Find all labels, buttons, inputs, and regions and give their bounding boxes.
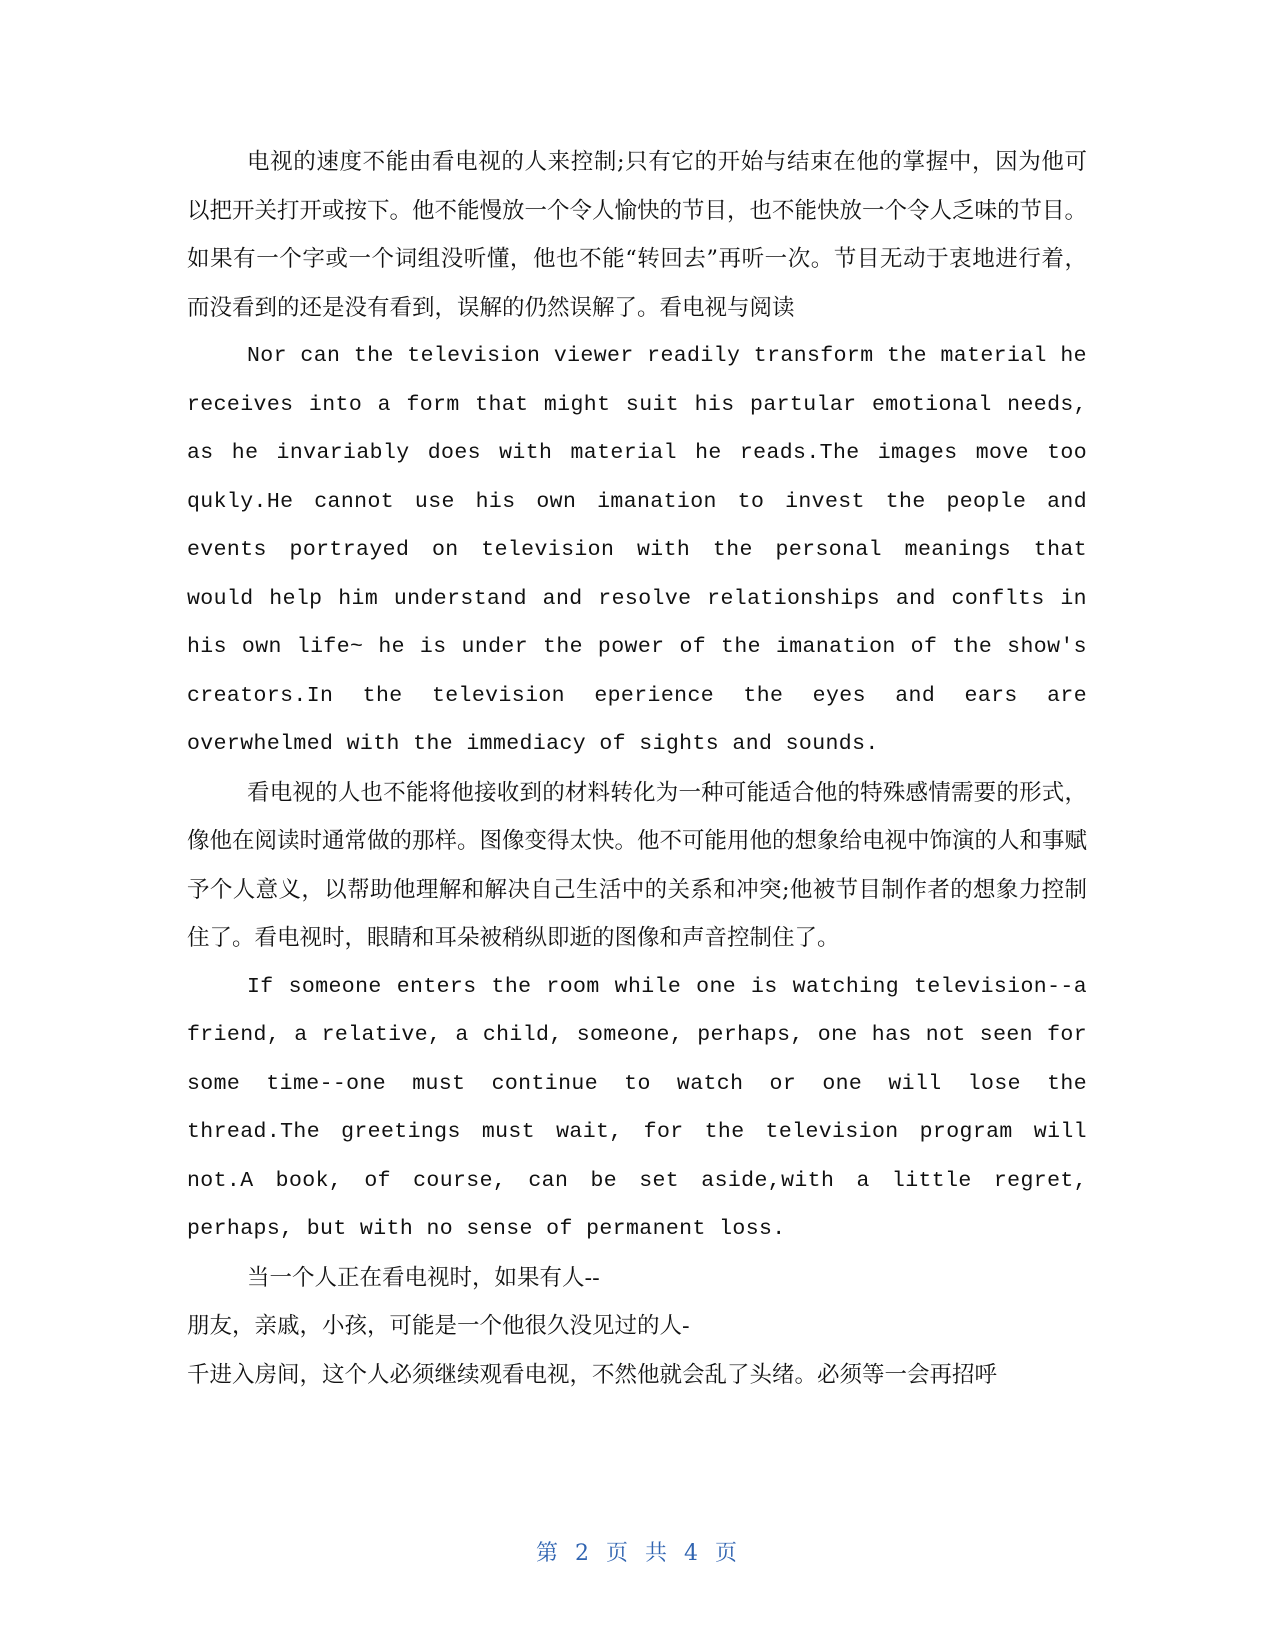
paragraph-line: 当一个人正在看电视时，如果有人-- (247, 1264, 600, 1291)
paragraph-english-1: Nor can the television viewer readily transform the material he receives into a form that might suit his partular emotional needs, as he invariably does with material he reads.The images move too qukly.He cannot use his own imanation to invest the people and events portrayed on television with the personal meanings that would help him understand and resolve relationships and conflts in his own life~ he is under the power of the imanation of the show's creators.In the television eperience the eyes and ears are overwhelmed with the immediacy of sights and sounds. (187, 344, 1087, 756)
page-number-footer: 第 2 页 共 4 页 (536, 1541, 739, 1566)
paragraph-english-2: If someone enters the room while one is watching television--a friend, a relative, a child, someone, perhaps, one has not seen for some time--one must continue to watch or one will lose the thread.The greetings must wait, for the television program will not.A book, of course, can be set aside,with a little regret, perhaps, but with no sense of permanent loss. (187, 974, 1087, 1241)
paragraph-chinese-3 (187, 1254, 1087, 1400)
paragraph-chinese-2: 看电视的人也不能将他接收到的材料转化为一种可能适合他的特殊感情需要的形式，像他在阅读时通常做的那样。图像变得太快。他不可能用他的想象给电视中饰演的人和事赋予个人意义，以帮助他理解和解决自己生活中的关系和冲突;他被节目制作者的想象力控制住了。看电视时，眼睛和耳朵被稍纵即逝的图像和声音控制住了。 (187, 779, 1088, 951)
paragraph-line: 千进入房间，这个人必须继续观看电视，不然他就会乱了头绪。必须等一会再招呼 (187, 1361, 998, 1388)
document-body (187, 138, 1087, 1399)
paragraph-chinese-1: 电视的速度不能由看电视的人来控制;只有它的开始与结束在他的掌握中，因为他可以把开关打开或按下。他不能慢放一个令人愉快的节目，也不能快放一个令人乏味的节目。如果有一个字或一个词组没听懂，他也不能“转回去”再听一次。节目无动于衷地进行着，而没看到的还是没有看到，误解的仍然误解了。看电视与阅读 (187, 149, 1088, 321)
paragraph-line: 朋友，亲戚，小孩，可能是一个他很久没见过的人- (187, 1313, 690, 1339)
